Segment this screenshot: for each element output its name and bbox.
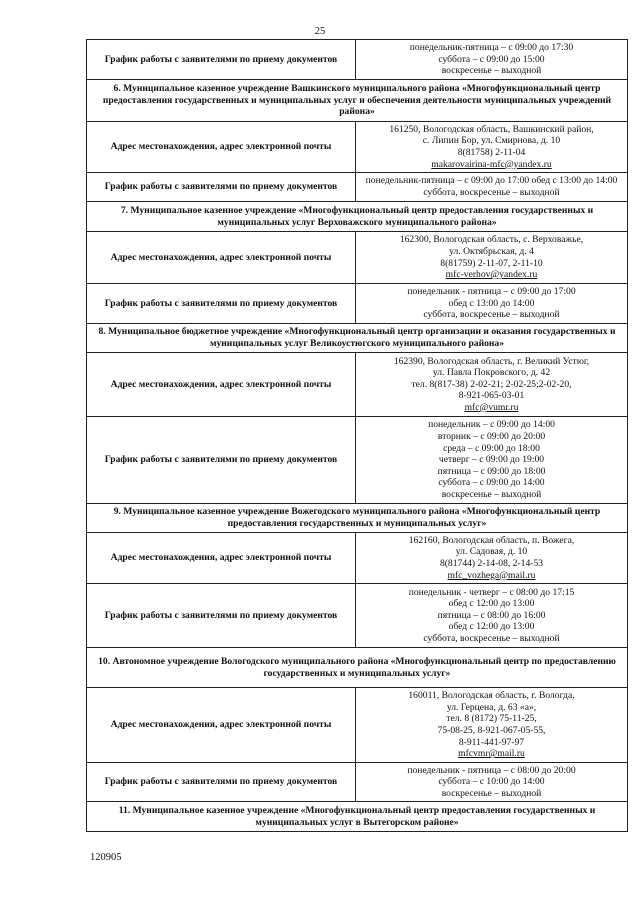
value-line: суббота, воскресенье – выходной <box>423 309 560 321</box>
field-row <box>87 353 628 417</box>
value-line: 162300, Вологодская область, с. Верховажье, <box>399 234 584 246</box>
field-row <box>87 173 628 202</box>
value-line: ул. Герцена, д. 63 «а», <box>446 701 537 713</box>
value-line: ул. Октябрьская, д. 4 <box>449 245 534 257</box>
field-row <box>87 763 628 802</box>
field-row <box>87 688 628 763</box>
field-label: Адрес местонахождения, адрес электронной почты <box>87 122 356 173</box>
value-line: 162390, Вологодская область, г. Великий Устюг, <box>393 355 590 367</box>
field-value <box>356 122 628 173</box>
field-value <box>356 284 628 324</box>
institution-title: 10. Автономное учреждение Вологодского муниципального района «Многофункциональный центр по предоставлению государственных и муниципальных услуг» <box>87 648 628 688</box>
field-label: График работы с заявителями по приему документов <box>87 417 356 504</box>
field-label: График работы с заявителями по приему документов <box>87 173 356 202</box>
institution-header-row <box>87 202 628 232</box>
value-line: 8(81758) 2-11-04 <box>457 147 526 158</box>
field-row <box>87 122 628 173</box>
institution-header-row <box>87 802 628 832</box>
field-row <box>87 232 628 284</box>
value-line: ул. Садовая, д. 10 <box>455 546 528 558</box>
value-line: mfc-verhov@yandex.ru <box>445 269 538 281</box>
field-row <box>87 417 628 504</box>
value-line: 8(81744) 2-14-08, 2-14-53 <box>439 558 544 569</box>
value-line: понедельник-пятница – с 09:00 до 17:00 обед с 13:00 до 14:00 <box>365 175 618 187</box>
value-line: mfc@vumr.ru <box>464 401 519 413</box>
value-line: 75-08-25, 8-921-067-05-55, <box>437 725 546 736</box>
field-value <box>356 763 628 802</box>
value-line: понедельник - четверг – с 08:00 до 17:15 <box>408 586 575 598</box>
field-label: Адрес местонахождения, адрес электронной почты <box>87 533 356 584</box>
value-line: с. Липин Бор, ул. Смирнова, д. 10 <box>422 135 561 147</box>
value-line: понедельник-пятница – с 09:00 до 17:30 <box>409 42 574 54</box>
field-label: Адрес местонахождения, адрес электронной почты <box>87 688 356 763</box>
institution-title: 8. Муниципальное бюджетное учреждение «Многофункциональный центр организации и оказания государственных и муниципальных услуг Великоустюгского муниципального района» <box>87 324 628 353</box>
value-line: воскресенье – выходной <box>441 488 542 500</box>
field-label: График работы с заявителями по приему документов <box>87 40 356 80</box>
field-value <box>356 353 628 417</box>
value-line: тел. 8 (8172) 75-11-25, <box>446 713 537 725</box>
institution-header-row <box>87 80 628 122</box>
institution-header-row <box>87 324 628 353</box>
value-line: обед с 12:00 до 13:00 <box>448 621 535 633</box>
value-line: 8(81759) 2-11-07, 2-11-10 <box>440 257 543 269</box>
footer-code: 120905 <box>90 852 122 863</box>
field-label: График работы с заявителями по приему документов <box>87 284 356 324</box>
institution-header-row <box>87 504 628 533</box>
value-line: суббота – с 09:00 до 14:00 <box>438 477 545 489</box>
value-line: воскресенье – выходной <box>441 787 542 799</box>
field-label: График работы с заявителями по приему документов <box>87 584 356 648</box>
field-value <box>356 584 628 648</box>
value-line: 8-921-065-03-01 <box>458 390 525 402</box>
field-label: График работы с заявителями по приему документов <box>87 763 356 802</box>
value-line: тел. 8(817-38) 2-02-21; 2-02-25;2-02-20, <box>411 378 572 390</box>
value-line: суббота, воскресенье – выходной <box>423 632 560 644</box>
value-line: 8-911-441-97-97 <box>458 736 525 748</box>
field-row <box>87 533 628 584</box>
value-line: вторник – с 09:00 до 20:00 <box>437 431 546 443</box>
value-line: ул. Павла Покровского, д. 42 <box>432 367 551 379</box>
field-value <box>356 232 628 284</box>
institution-title: 7. Муниципальное казенное учреждение «Многофункциональный центр предоставления государственных и муниципальных услуг Верховажского муниципального района» <box>87 202 628 232</box>
value-line: суббота – с 09:00 до 15:00 <box>438 53 545 65</box>
institution-header-row <box>87 648 628 688</box>
value-line: пятница – с 08:00 до 16:00 <box>437 609 546 621</box>
value-line: обед с 13:00 до 14:00 <box>448 297 535 309</box>
value-line: понедельник - пятница – с 09:00 до 17:00 <box>407 286 576 298</box>
field-value <box>356 417 628 504</box>
value-line: 160011, Вологодская область, г. Вологда, <box>408 690 575 702</box>
value-line: mfcvmr@mail.ru <box>458 748 525 760</box>
value-line: обед с 12:00 до 13:00 <box>448 598 535 610</box>
table-body <box>87 40 628 832</box>
value-line: суббота – с 10:00 до 14:00 <box>438 776 545 788</box>
institution-title: 6. Муниципальное казенное учреждение Вашкинского муниципального района «Многофункциональный центр предоставления государственных и муниципальных услуг и обеспечения деятельности муниципальных учреждений района» <box>87 80 628 122</box>
page-number: 25 <box>314 26 326 37</box>
value-line: 161250, Вологодская область, Вашкинский район, <box>389 123 594 135</box>
field-row <box>87 284 628 324</box>
field-value <box>356 40 628 80</box>
field-value <box>356 533 628 584</box>
field-label: Адрес местонахождения, адрес электронной почты <box>87 232 356 284</box>
value-line: понедельник - пятница – с 08:00 до 20:00 <box>407 764 576 776</box>
field-row <box>87 40 628 80</box>
mfc-directory-table <box>86 39 628 832</box>
value-line: среда – с 09:00 до 18:00 <box>443 442 540 454</box>
value-line: понедельник – с 09:00 до 14:00 <box>428 419 555 431</box>
institution-title: 11. Муниципальное казенное учреждение «Многофункциональный центр предоставления государственных и муниципальных услуг в Вытегорском районе» <box>87 802 628 832</box>
value-line: суббота, воскресенье – выходной <box>423 187 560 198</box>
institution-title: 9. Муниципальное казенное учреждение Вожегодского муниципального района «Многофункциональный центр предоставления государственных и муниципальных услуг» <box>87 504 628 533</box>
field-value <box>356 688 628 763</box>
field-row <box>87 584 628 648</box>
value-line: mfc_vozhega@mail.ru <box>447 569 536 581</box>
field-label: Адрес местонахождения, адрес электронной почты <box>87 353 356 417</box>
value-line: пятница – с 09:00 до 18:00 <box>437 465 546 477</box>
value-line: четверг – с 09:00 до 19:00 <box>438 454 545 466</box>
field-value <box>356 173 628 202</box>
value-line: makarovairina-mfc@yandex.ru <box>431 158 552 170</box>
value-line: 162160, Вологодская область, п. Вожега, <box>408 534 575 546</box>
value-line: воскресенье – выходной <box>441 65 542 77</box>
